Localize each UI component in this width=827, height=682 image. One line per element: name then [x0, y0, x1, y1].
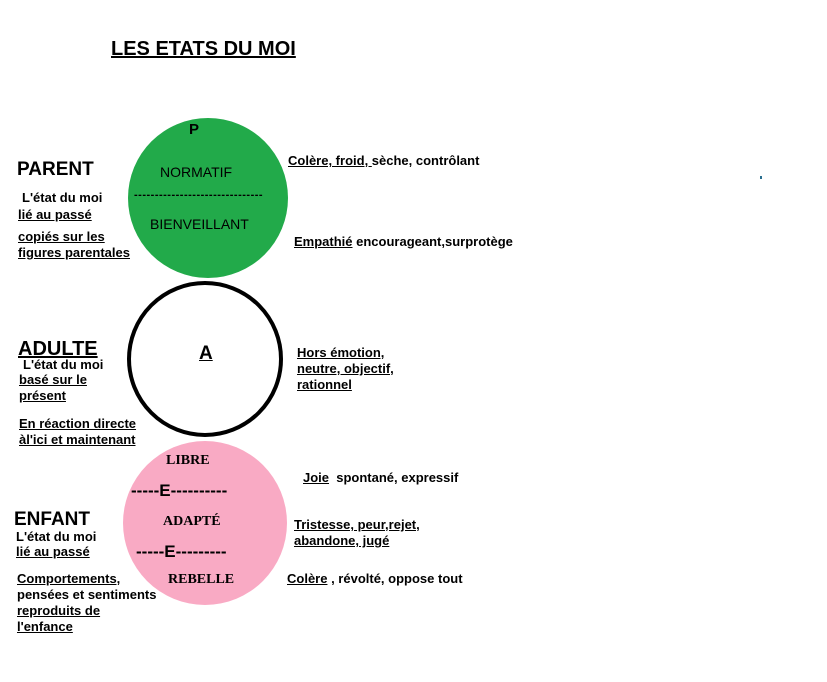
enfant-desc-line6: l'enfance [17, 619, 73, 634]
parent-desc-line1: L'état du moi [22, 190, 103, 205]
parent-circle-letter: P [189, 121, 200, 138]
parent-right-1 [288, 153, 479, 168]
adulte-desc-line1: L'état du moi [23, 357, 104, 372]
enfant-circle-divider2: -----E--------- [136, 542, 227, 561]
parent-desc-line3: copiés sur les [18, 229, 105, 244]
adulte-desc-line4: En réaction directe [19, 416, 137, 431]
enfant-right-3a: Colère [287, 571, 328, 586]
adulte-label: ADULTE [18, 338, 98, 360]
enfant-right-3 [287, 571, 463, 586]
enfant-desc-line5: reproduits de [17, 603, 101, 618]
adulte-desc-line5: àl'ici et maintenant [19, 432, 136, 447]
adulte-right-line3: rationnel [297, 377, 352, 392]
parent-right-2 [294, 234, 513, 249]
enfant-circle-rebelle: REBELLE [168, 572, 235, 587]
enfant-circle-adapte: ADAPTÉ [163, 514, 221, 529]
parent-right-2a: Empathié [294, 234, 353, 249]
parent-right-2b: encourageant,surprotège [352, 234, 513, 249]
adulte-right-line2: neutre, objectif, [297, 361, 394, 376]
enfant-desc-line4: pensées et sentiments [17, 587, 157, 602]
page-title: LES ETATS DU MOI [111, 38, 296, 60]
enfant-right-1b: spontané, expressif [329, 470, 459, 485]
enfant-desc-line2: lié au passé [16, 544, 90, 559]
parent-desc-line2: lié au passé [18, 207, 92, 222]
enfant-desc-line3: Comportements, [17, 571, 121, 586]
parent-circle-divider: ------------------------------- [134, 189, 264, 201]
adulte-right-line1: Hors émotion, [297, 345, 385, 360]
parent-desc-line4: figures parentales [18, 245, 130, 260]
enfant-right-1a: Joie [303, 470, 330, 485]
enfant-circle-divider1: -----E---------- [131, 481, 228, 500]
parent-circle-normatif: NORMATIF [160, 164, 233, 180]
enfant-desc-line1: L'état du moi [16, 529, 97, 544]
adulte-circle-letter: A [199, 343, 213, 364]
enfant-right-1 [303, 470, 458, 485]
adulte-desc-line2: basé sur le [19, 372, 87, 387]
enfant-circle-libre: LIBRE [166, 453, 210, 468]
enfant-right-2-line2: abandone, jugé [294, 533, 390, 548]
parent-right-1a: Colère, froid, [288, 153, 372, 168]
enfant-right-2-line1: Tristesse, peur,rejet, [294, 517, 420, 532]
enfant-label: ENFANT [14, 509, 90, 530]
adulte-desc-line3: présent [19, 388, 66, 403]
parent-right-1b: sèche, contrôlant [371, 153, 480, 168]
enfant-right-3b: , révolté, oppose tout [327, 571, 463, 586]
parent-label: PARENT [17, 159, 94, 180]
stray-dot [760, 176, 762, 179]
parent-circle-bienveillant: BIENVEILLANT [150, 216, 249, 232]
